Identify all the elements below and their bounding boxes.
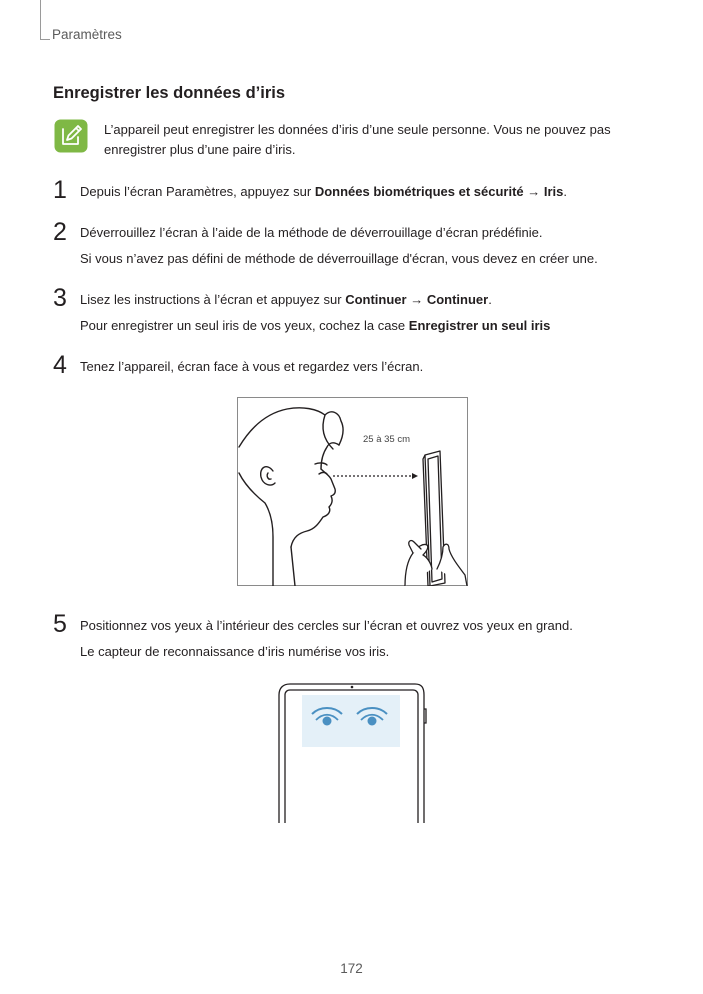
note-line-2: enregistrer plus d’une paire d’iris. [104, 142, 296, 157]
step-4-text: Tenez l’appareil, écran face à vous et regardez vers l’écran. [80, 359, 424, 374]
step-number-4: 4 [53, 351, 67, 379]
step-number-1: 1 [53, 176, 67, 204]
step-2-subtext: Si vous n’avez pas défini de méthode de déverrouillage d'écran, vous devez en créer une. [80, 251, 598, 266]
iris-camera-icon [351, 686, 354, 689]
corner-mark-horizontal [40, 39, 50, 40]
note-line-1: L’appareil peut enregistrer les données d’iris d’une seule personne. Vous ne pouvez pas [104, 122, 611, 137]
step-5-text: Positionnez vos yeux à l’intérieur des cercles sur l’écran et ouvrez vos yeux en grand. [80, 618, 573, 633]
page-number: 172 [340, 961, 363, 976]
step-number-5: 5 [53, 610, 67, 638]
iris-scan-area [302, 695, 400, 747]
checkbox-label-single-iris: Enregistrer un seul iris [408, 318, 551, 333]
menu-path-iris: Iris [543, 184, 564, 199]
figure-iris-scan-screen [278, 683, 427, 823]
distance-label: 25 à 35 cm [363, 434, 410, 445]
section-title: Enregistrer les données d’iris [53, 84, 285, 102]
button-continuer-2: Continuer [426, 292, 489, 307]
menu-path-biometrics: Données biométriques et sécurité [314, 184, 524, 199]
step-3-text: Lisez les instructions à l’écran et appuyez sur Continuer → Continuer. [80, 292, 492, 307]
corner-mark-vertical [40, 0, 41, 39]
step-3-subtext: Pour enregistrer un seul iris de vos yeux, cochez la case Enregistrer un seul iris [80, 318, 551, 333]
note-text [104, 120, 664, 160]
step-5-subtext: Le capteur de reconnaissance d’iris numérise vos iris. [80, 644, 390, 659]
figure-user-facing-device [237, 397, 468, 586]
step-number-3: 3 [53, 284, 67, 312]
running-header: Paramètres [52, 27, 122, 42]
note-pencil-icon [54, 119, 88, 153]
button-continuer-1: Continuer [345, 292, 407, 307]
step-number-2: 2 [53, 218, 67, 246]
step-2-text: Déverrouillez l’écran à l’aide de la méthode de déverrouillage d’écran prédéfinie. [80, 225, 543, 240]
step-1-text: Depuis l’écran Paramètres, appuyez sur Données biométriques et sécurité → Iris. [80, 184, 567, 199]
